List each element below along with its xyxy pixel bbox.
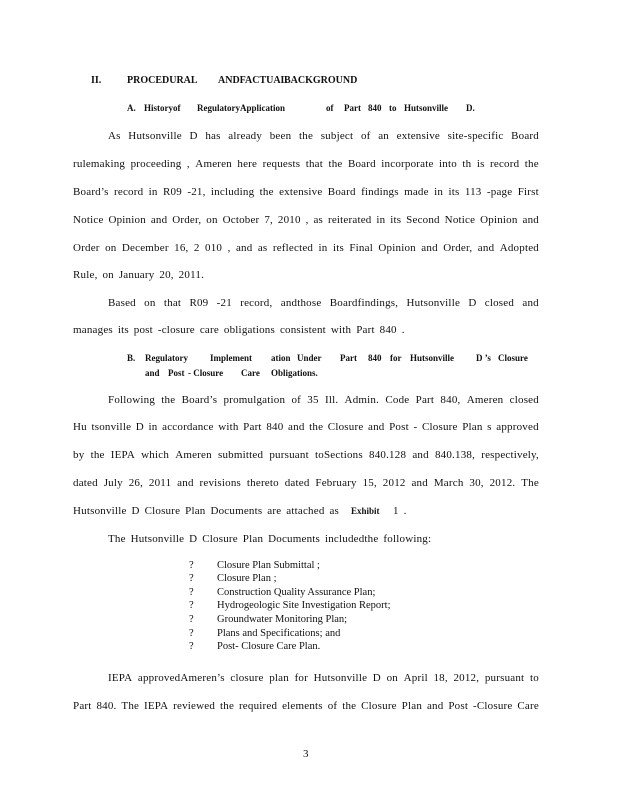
word: reiterated: [327, 214, 372, 226]
word: with: [218, 421, 239, 433]
word: R09: [163, 186, 182, 198]
word: Code: [385, 394, 410, 406]
word: promulgation: [223, 394, 286, 406]
word: 2012,: [453, 672, 480, 684]
word: Ameren: [466, 394, 504, 406]
word: Boardfindings,: [329, 297, 399, 309]
word: -21: [216, 297, 232, 309]
word: 2012.: [489, 477, 516, 489]
word: As: [108, 130, 121, 142]
subheading-a-word: of: [326, 103, 334, 113]
subheading-b-word: ation: [271, 353, 291, 363]
word: including: [210, 186, 255, 198]
subheading-b-word: B.: [127, 353, 136, 363]
subheading-a-word: RegulatoryApplication: [197, 103, 286, 113]
word: Board’s: [73, 186, 109, 198]
exhibit-label: Exhibit: [351, 506, 380, 516]
word: Ameren: [175, 449, 212, 461]
word: IEPA: [108, 672, 133, 684]
word: findings: [361, 186, 399, 198]
subheading-b-word: and: [145, 368, 160, 378]
subheading-a-word: 840: [368, 103, 382, 113]
word: the: [524, 158, 539, 170]
word: into: [439, 158, 457, 170]
subheading-a-word: Historyof: [144, 103, 181, 113]
word: required: [238, 700, 278, 712]
word: Hutsonville: [313, 672, 368, 684]
subheading-a-word: to: [389, 103, 397, 113]
word: The: [521, 477, 539, 489]
word: made: [404, 186, 429, 198]
word: approved: [496, 421, 539, 433]
word: extensive: [279, 186, 323, 198]
word: s: [487, 421, 492, 433]
subheading-b-word: Implement: [210, 353, 252, 363]
word: the: [161, 394, 176, 406]
word: toSections: [315, 449, 363, 461]
word: and: [288, 421, 305, 433]
word: and: [421, 242, 438, 254]
word: of: [291, 394, 302, 406]
word: Ill.: [324, 394, 339, 406]
word: Closure: [361, 700, 397, 712]
paragraph-line: [108, 130, 539, 142]
word: its: [448, 186, 460, 198]
word: October: [222, 214, 260, 226]
word: revisions: [199, 477, 242, 489]
word: subject: [320, 130, 354, 142]
word: its: [390, 214, 402, 226]
word: accordance: [162, 421, 214, 433]
subheading-b-word: D ’s: [476, 353, 491, 363]
list-item-text: Plans and Specifications; and: [217, 628, 341, 639]
word: ,: [305, 214, 309, 226]
word: elements: [282, 700, 323, 712]
paragraph-line: [73, 421, 539, 433]
word: and: [150, 214, 168, 226]
word: reviewed: [173, 700, 216, 712]
word: 30,: [469, 477, 484, 489]
word: ,: [186, 158, 190, 170]
word: Post: [389, 421, 409, 433]
word: Opinion: [480, 214, 518, 226]
list-item-text: Closure Plan Submittal ;: [217, 560, 320, 571]
word: is: [476, 158, 485, 170]
word: The: [121, 700, 140, 712]
paragraph-line: [108, 672, 539, 684]
paragraph-line: The Hutsonville D Closure Plan Documents includedthe following:: [108, 533, 432, 545]
word: in: [376, 214, 386, 226]
word: Board: [347, 158, 376, 170]
word: Notice: [444, 214, 476, 226]
word: 840.128: [369, 449, 407, 461]
subheading-b-word: Post: [168, 368, 185, 378]
word: February: [315, 477, 357, 489]
word: Plan: [401, 700, 423, 712]
word: and: [522, 297, 539, 309]
list-item-text: Construction Quality Assurance Plan;: [217, 587, 376, 598]
word: and: [522, 214, 539, 226]
word: record: [490, 158, 520, 170]
word: D: [372, 672, 381, 684]
word: 7,: [264, 214, 273, 226]
word: 2011: [148, 477, 172, 489]
paragraph-line: [73, 242, 539, 254]
word: Opinion: [378, 242, 416, 254]
word: has: [205, 130, 221, 142]
word: First: [517, 186, 539, 198]
word: 2012: [382, 477, 406, 489]
word: the: [309, 421, 324, 433]
list-item-text: Post- Closure Care Plan.: [217, 641, 321, 652]
word: -page: [486, 186, 513, 198]
word: Notice: [73, 214, 104, 226]
word: Closure: [421, 421, 458, 433]
word: its: [332, 242, 344, 254]
section-heading-word: BACKGROUND: [284, 75, 358, 86]
word: and: [235, 242, 253, 254]
word: IEPA: [110, 449, 135, 461]
word: Order: [73, 242, 100, 254]
word: and: [368, 421, 385, 433]
paragraph-line: [73, 700, 539, 712]
word: pursuant: [484, 672, 525, 684]
word: and: [426, 700, 444, 712]
word: Based: [108, 297, 136, 309]
word: Order,: [172, 214, 202, 226]
word: in: [148, 421, 158, 433]
word: Part: [73, 700, 92, 712]
word: R09: [189, 297, 209, 309]
subheading-a-word: Hutsonville: [404, 103, 449, 113]
word: on: [105, 242, 117, 254]
word: an: [378, 130, 389, 142]
word: the: [259, 186, 274, 198]
word: which: [141, 449, 170, 461]
word: -Closure: [473, 700, 513, 712]
word: th: [462, 158, 472, 170]
subheading-b-word: for: [390, 353, 402, 363]
word: on: [144, 297, 156, 309]
word: dated: [73, 477, 98, 489]
word: IEPA: [144, 700, 169, 712]
bullet-marker: ?: [189, 560, 194, 571]
word: respectively,: [481, 449, 539, 461]
bullet-marker: ?: [189, 614, 194, 625]
word: Order,: [443, 242, 473, 254]
paragraph-line: [73, 449, 539, 461]
word: the: [342, 700, 357, 712]
word: April: [403, 672, 428, 684]
word: 35: [307, 394, 319, 406]
word: pursuant: [269, 449, 309, 461]
subheading-b-word: Hutsonville: [410, 353, 455, 363]
section-heading-word: PROCEDURAL: [127, 75, 198, 86]
word: July: [103, 477, 123, 489]
word: in: [148, 186, 158, 198]
word: 840: [266, 421, 284, 433]
word: Adopted: [499, 242, 539, 254]
word: andthose: [280, 297, 322, 309]
word: 2010: [277, 214, 301, 226]
bullet-marker: ?: [189, 628, 194, 639]
word: here: [237, 158, 258, 170]
word: requests: [262, 158, 301, 170]
word: Opinion: [108, 214, 146, 226]
word: 2: [193, 242, 200, 254]
word: D: [135, 421, 144, 433]
word: and: [411, 477, 428, 489]
section-number: II.: [91, 75, 102, 86]
word: incorporate: [381, 158, 434, 170]
word: Plan: [462, 421, 483, 433]
word: closed: [509, 394, 539, 406]
word: reflected: [272, 242, 314, 254]
exhibit-number: 1 .: [393, 505, 407, 517]
word: closed: [484, 297, 515, 309]
word: thereto: [246, 477, 279, 489]
word: on: [386, 672, 398, 684]
word: the: [219, 700, 235, 712]
word: Second: [406, 214, 440, 226]
word: and: [412, 449, 429, 461]
word: Care: [517, 700, 539, 712]
list-item-text: Groundwater Monitoring Plan;: [217, 614, 348, 625]
word: 840,: [440, 394, 461, 406]
word: Board’s: [181, 394, 218, 406]
word: that: [305, 158, 323, 170]
paragraph-line: [108, 394, 539, 406]
word: 18,: [433, 672, 448, 684]
word: closure: [230, 672, 264, 684]
paragraph-line: [73, 214, 539, 226]
word: rulemaking: [73, 158, 126, 170]
word: Following: [108, 394, 156, 406]
word: as: [257, 242, 268, 254]
paragraph-line: manages its post -closure care obligations consistent with Part 840 .: [73, 324, 405, 336]
subheading-b-word: Obligations.: [271, 368, 318, 378]
word: record: [114, 186, 144, 198]
word: D: [468, 297, 477, 309]
word: extensive: [396, 130, 440, 142]
word: to: [529, 672, 539, 684]
word: Part: [243, 421, 262, 433]
word: dated: [284, 477, 310, 489]
word: Board: [511, 130, 539, 142]
word: -21,: [187, 186, 206, 198]
word: Ameren: [195, 158, 232, 170]
bullet-marker: ?: [189, 641, 194, 652]
word: 15,: [362, 477, 377, 489]
word: in: [434, 186, 444, 198]
word: as: [313, 214, 324, 226]
paragraph-line: [108, 297, 539, 309]
word: Hutsonville: [406, 297, 461, 309]
subheading-b-word: Closure: [498, 353, 528, 363]
subheading-b-word: Regulatory: [145, 353, 188, 363]
bullet-marker: ?: [189, 573, 194, 584]
bullet-marker: ?: [189, 587, 194, 598]
word: Post: [448, 700, 469, 712]
subheading-a-letter: A.: [127, 103, 136, 113]
word: been: [269, 130, 292, 142]
word: Part: [415, 394, 435, 406]
word: already: [228, 130, 263, 142]
subheading-b-word: Under: [297, 353, 322, 363]
bullet-marker: ?: [189, 600, 194, 611]
word: for: [294, 672, 308, 684]
word: March: [433, 477, 464, 489]
list-item-text: Closure Plan ;: [217, 573, 277, 584]
word: record,: [240, 297, 273, 309]
paragraph-line: [73, 186, 539, 198]
word: 010: [205, 242, 223, 254]
word: tsonville: [91, 421, 132, 433]
paragraph-line: [73, 158, 539, 170]
word: submitted: [218, 449, 264, 461]
word: of: [327, 700, 338, 712]
word: Hutsonville: [128, 130, 182, 142]
word: -: [413, 421, 418, 433]
paragraph-line: [73, 477, 539, 489]
word: 840.138,: [434, 449, 476, 461]
subheading-b-word: - Closure: [188, 368, 224, 378]
word: 840.: [96, 700, 117, 712]
word: in: [318, 242, 328, 254]
subheading-b-word: Part: [340, 353, 357, 363]
word: Closure: [327, 421, 364, 433]
word: 113: [464, 186, 482, 198]
word: Admin.: [344, 394, 380, 406]
word: proceeding: [130, 158, 182, 170]
word: 16,: [174, 242, 189, 254]
word: and: [177, 477, 194, 489]
word: Final: [349, 242, 373, 254]
word: by: [73, 449, 85, 461]
word: Board: [327, 186, 356, 198]
word: that: [163, 297, 182, 309]
paragraph-line: Hutsonville D Closure Plan Documents are attached as: [73, 505, 340, 517]
word: Hu: [73, 421, 87, 433]
word: of: [360, 130, 371, 142]
subheading-a-word: D.: [466, 103, 475, 113]
word: site-specific: [447, 130, 504, 142]
list-item-text: Hydrogeologic Site Investigation Report;: [217, 600, 391, 611]
paragraph-line: Rule, on January 20, 2011.: [73, 269, 205, 281]
word: on: [206, 214, 218, 226]
word: the: [328, 158, 343, 170]
subheading-b-word: 840: [368, 353, 382, 363]
word: D: [189, 130, 198, 142]
word: approvedAmeren’s: [137, 672, 225, 684]
word: ,: [227, 242, 231, 254]
word: and: [477, 242, 495, 254]
word: the: [90, 449, 105, 461]
word: 26,: [128, 477, 144, 489]
word: December: [121, 242, 169, 254]
word: the: [298, 130, 314, 142]
word: plan: [269, 672, 289, 684]
subheading-b-word: Care: [241, 368, 260, 378]
subheading-a-word: Part: [344, 103, 361, 113]
page-number: 3: [303, 748, 309, 760]
section-heading-word: ANDFACTUAL: [218, 75, 288, 86]
